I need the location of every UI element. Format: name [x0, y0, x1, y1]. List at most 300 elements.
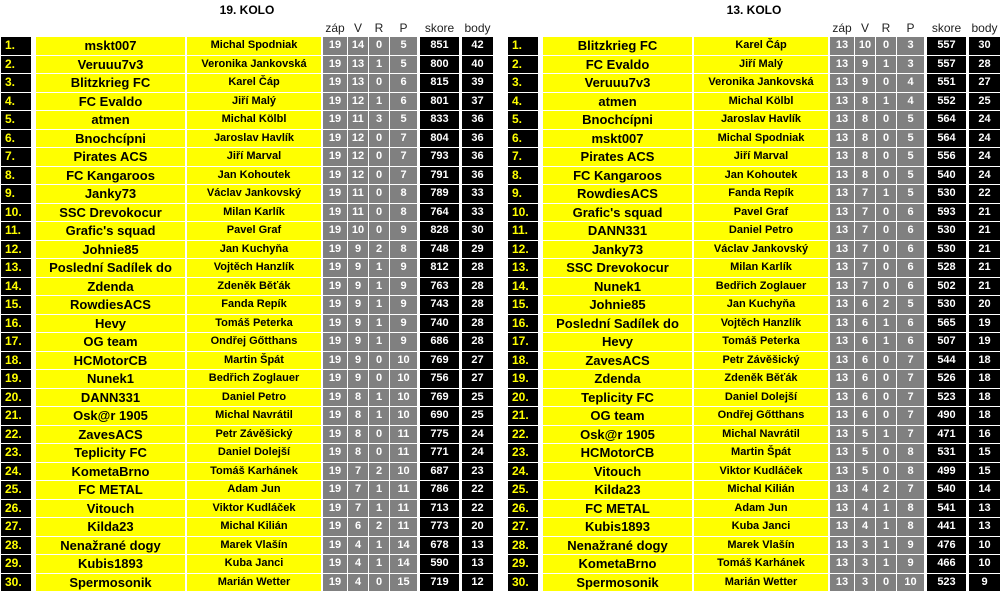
owner-name: Fanda Repík — [694, 185, 828, 203]
wins-cell: 6 — [348, 518, 368, 536]
score-cell: 769 — [420, 389, 459, 407]
played-cell: 13 — [830, 93, 854, 111]
rank-cell: 2. — [1, 56, 31, 74]
wins-cell: 4 — [855, 481, 875, 499]
losses-cell: 11 — [390, 426, 417, 444]
points-cell: 13 — [462, 537, 493, 555]
played-cell: 13 — [830, 148, 854, 166]
table-row — [508, 37, 1000, 56]
wins-cell: 4 — [348, 537, 368, 555]
team-name: Zdenda — [543, 370, 692, 388]
draws-cell: 0 — [876, 389, 896, 407]
team-name: FC Kangaroos — [543, 167, 692, 185]
team-name: Kubis1893 — [36, 555, 185, 573]
points-cell: 18 — [969, 370, 1000, 388]
table-row — [508, 130, 1000, 149]
rank-cell: 11. — [508, 222, 538, 240]
draws-cell: 0 — [876, 278, 896, 296]
team-name: Teplicity FC — [543, 389, 692, 407]
score-cell: 791 — [420, 167, 459, 185]
losses-cell: 7 — [897, 352, 924, 370]
table-row — [508, 407, 1000, 426]
played-cell: 19 — [323, 204, 347, 222]
wins-cell: 14 — [348, 37, 368, 55]
rank-cell: 26. — [1, 500, 31, 518]
losses-cell: 6 — [390, 74, 417, 92]
points-cell: 22 — [969, 185, 1000, 203]
rank-cell: 19. — [508, 370, 538, 388]
wins-cell: 6 — [855, 370, 875, 388]
losses-cell: 7 — [390, 167, 417, 185]
team-name: atmen — [543, 93, 692, 111]
score-cell: 523 — [927, 389, 966, 407]
played-cell: 19 — [323, 315, 347, 333]
losses-cell: 5 — [390, 37, 417, 55]
draws-cell: 1 — [876, 426, 896, 444]
draws-cell: 1 — [876, 315, 896, 333]
losses-cell: 9 — [390, 296, 417, 314]
wins-cell: 5 — [855, 463, 875, 481]
score-cell: 773 — [420, 518, 459, 536]
owner-name: Petr Závěšický — [694, 352, 828, 370]
rank-cell: 10. — [508, 204, 538, 222]
draws-cell: 1 — [369, 93, 389, 111]
team-name: Kilda23 — [36, 518, 185, 536]
team-name: mskt007 — [543, 130, 692, 148]
table-row — [508, 74, 1000, 93]
table-row — [508, 148, 1000, 167]
owner-name: Jiří Marval — [694, 148, 828, 166]
wins-cell: 4 — [855, 518, 875, 536]
owner-name: Jan Kuchyňa — [187, 241, 321, 259]
draws-cell: 0 — [876, 241, 896, 259]
wins-cell: 9 — [348, 352, 368, 370]
losses-cell: 7 — [390, 130, 417, 148]
team-name: ZavesACS — [36, 426, 185, 444]
played-cell: 19 — [323, 56, 347, 74]
draws-cell: 0 — [369, 426, 389, 444]
points-cell: 33 — [462, 185, 493, 203]
team-name: DANN331 — [36, 389, 185, 407]
rank-cell: 26. — [508, 500, 538, 518]
losses-cell: 9 — [390, 278, 417, 296]
points-cell: 18 — [969, 352, 1000, 370]
points-cell: 21 — [969, 222, 1000, 240]
draws-cell: 0 — [876, 222, 896, 240]
score-cell: 743 — [420, 296, 459, 314]
wins-cell: 5 — [855, 444, 875, 462]
losses-cell: 15 — [390, 574, 417, 592]
played-cell: 19 — [323, 463, 347, 481]
draws-cell: 1 — [876, 537, 896, 555]
owner-name: Viktor Kudláček — [187, 500, 321, 518]
score-cell: 800 — [420, 56, 459, 74]
owner-name: Jan Kohoutek — [187, 167, 321, 185]
draws-cell: 0 — [876, 111, 896, 129]
played-cell: 13 — [830, 222, 854, 240]
score-cell: 678 — [420, 537, 459, 555]
draws-cell: 0 — [369, 352, 389, 370]
team-name: HCMotorCB — [36, 352, 185, 370]
team-name: Vitouch — [543, 463, 692, 481]
score-cell: 828 — [420, 222, 459, 240]
score-cell: 687 — [420, 463, 459, 481]
owner-name: Ondřej Gőtthans — [187, 333, 321, 351]
standings-table-left — [1, 0, 493, 591]
table-row — [508, 555, 1000, 574]
points-cell: 39 — [462, 74, 493, 92]
wins-cell: 6 — [855, 333, 875, 351]
played-cell: 13 — [830, 352, 854, 370]
rank-cell: 12. — [508, 241, 538, 259]
score-cell: 686 — [420, 333, 459, 351]
losses-cell: 9 — [390, 259, 417, 277]
rank-cell: 1. — [1, 37, 31, 55]
team-name: Veruuu7v3 — [36, 56, 185, 74]
draws-cell: 2 — [369, 518, 389, 536]
wins-cell: 10 — [348, 222, 368, 240]
team-name: KometaBrno — [543, 555, 692, 573]
wins-cell: 6 — [855, 352, 875, 370]
losses-cell: 11 — [390, 518, 417, 536]
played-cell: 19 — [323, 333, 347, 351]
points-cell: 13 — [462, 555, 493, 573]
table-row — [1, 426, 493, 445]
draws-cell: 0 — [876, 407, 896, 425]
played-cell: 19 — [323, 518, 347, 536]
draws-cell: 1 — [369, 259, 389, 277]
played-cell: 13 — [830, 296, 854, 314]
draws-cell: 0 — [369, 130, 389, 148]
table-row — [508, 389, 1000, 408]
points-cell: 24 — [462, 444, 493, 462]
played-cell: 13 — [830, 500, 854, 518]
owner-name: Adam Jun — [694, 500, 828, 518]
played-cell: 19 — [323, 426, 347, 444]
table-row — [1, 315, 493, 334]
losses-cell: 5 — [897, 167, 924, 185]
score-cell: 775 — [420, 426, 459, 444]
team-name: Hevy — [543, 333, 692, 351]
score-cell: 771 — [420, 444, 459, 462]
rank-cell: 27. — [1, 518, 31, 536]
played-cell: 19 — [323, 407, 347, 425]
rank-cell: 22. — [1, 426, 31, 444]
table-row — [1, 444, 493, 463]
team-name: Nenažrané dogy — [36, 537, 185, 555]
points-cell: 21 — [969, 241, 1000, 259]
team-name: Bnochcípni — [543, 111, 692, 129]
points-cell: 12 — [462, 574, 493, 592]
losses-cell: 10 — [390, 407, 417, 425]
played-cell: 19 — [323, 130, 347, 148]
score-cell: 590 — [420, 555, 459, 573]
team-name: RowdiesACS — [543, 185, 692, 203]
team-name: RowdiesACS — [36, 296, 185, 314]
draws-cell: 1 — [369, 333, 389, 351]
played-cell: 19 — [323, 278, 347, 296]
wins-cell: 7 — [348, 463, 368, 481]
losses-cell: 7 — [390, 148, 417, 166]
draws-cell: 0 — [876, 444, 896, 462]
rank-cell: 7. — [508, 148, 538, 166]
score-cell: 815 — [420, 74, 459, 92]
played-cell: 19 — [323, 111, 347, 129]
losses-cell: 10 — [897, 574, 924, 592]
table-row — [1, 352, 493, 371]
wins-cell: 8 — [855, 130, 875, 148]
played-cell: 19 — [323, 37, 347, 55]
team-name: Zdenda — [36, 278, 185, 296]
score-cell: 528 — [927, 259, 966, 277]
team-name: Grafic's squad — [36, 222, 185, 240]
rank-cell: 16. — [508, 315, 538, 333]
team-name: Nenažrané dogy — [543, 537, 692, 555]
wins-cell: 9 — [348, 333, 368, 351]
losses-cell: 6 — [390, 93, 417, 111]
points-cell: 24 — [969, 148, 1000, 166]
score-cell: 556 — [927, 148, 966, 166]
draws-cell: 1 — [876, 185, 896, 203]
score-cell: 851 — [420, 37, 459, 55]
losses-cell: 5 — [897, 296, 924, 314]
losses-cell: 8 — [390, 185, 417, 203]
score-cell: 557 — [927, 56, 966, 74]
table-row — [508, 315, 1000, 334]
owner-name: Marek Vlašín — [187, 537, 321, 555]
owner-name: Martin Špát — [187, 352, 321, 370]
points-cell: 28 — [462, 278, 493, 296]
wins-cell: 4 — [855, 500, 875, 518]
rank-cell: 4. — [1, 93, 31, 111]
score-cell: 763 — [420, 278, 459, 296]
losses-cell: 7 — [897, 407, 924, 425]
wins-cell: 10 — [855, 37, 875, 55]
owner-name: Kuba Janci — [694, 518, 828, 536]
header-body: body — [969, 20, 1000, 36]
rank-cell: 17. — [1, 333, 31, 351]
wins-cell: 12 — [348, 93, 368, 111]
rank-cell: 16. — [1, 315, 31, 333]
draws-cell: 2 — [876, 481, 896, 499]
points-cell: 40 — [462, 56, 493, 74]
table-row — [1, 278, 493, 297]
header-v: V — [855, 20, 875, 36]
losses-cell: 3 — [897, 56, 924, 74]
team-name: Janky73 — [543, 241, 692, 259]
points-cell: 10 — [969, 555, 1000, 573]
wins-cell: 13 — [348, 74, 368, 92]
score-cell: 471 — [927, 426, 966, 444]
owner-name: Tomáš Karhánek — [694, 555, 828, 573]
owner-name: Michal Spodniak — [694, 130, 828, 148]
wins-cell: 6 — [855, 407, 875, 425]
wins-cell: 12 — [348, 167, 368, 185]
draws-cell: 1 — [369, 481, 389, 499]
score-cell: 786 — [420, 481, 459, 499]
draws-cell: 2 — [369, 241, 389, 259]
wins-cell: 3 — [855, 537, 875, 555]
played-cell: 19 — [323, 481, 347, 499]
losses-cell: 8 — [390, 241, 417, 259]
losses-cell: 10 — [390, 370, 417, 388]
played-cell: 19 — [323, 185, 347, 203]
team-name: Teplicity FC — [36, 444, 185, 462]
points-cell: 28 — [462, 259, 493, 277]
table-row — [508, 111, 1000, 130]
rank-cell: 8. — [1, 167, 31, 185]
losses-cell: 4 — [897, 93, 924, 111]
draws-cell: 0 — [876, 167, 896, 185]
table-row — [508, 426, 1000, 445]
rank-cell: 6. — [508, 130, 538, 148]
rank-cell: 22. — [508, 426, 538, 444]
draws-cell: 0 — [876, 37, 896, 55]
wins-cell: 11 — [348, 185, 368, 203]
wins-cell: 13 — [348, 56, 368, 74]
score-cell: 441 — [927, 518, 966, 536]
team-name: Osk@r 1905 — [543, 426, 692, 444]
owner-name: Martin Špát — [694, 444, 828, 462]
team-name: SSC Drevokocur — [36, 204, 185, 222]
owner-name: Michal Kölbl — [187, 111, 321, 129]
header-v: V — [348, 20, 368, 36]
table-row — [508, 574, 1000, 592]
draws-cell: 1 — [876, 93, 896, 111]
owner-name: Michal Kilián — [694, 481, 828, 499]
losses-cell: 5 — [897, 185, 924, 203]
played-cell: 13 — [830, 370, 854, 388]
points-cell: 24 — [462, 426, 493, 444]
owner-name: Pavel Graf — [187, 222, 321, 240]
wins-cell: 9 — [348, 278, 368, 296]
table-row — [1, 37, 493, 56]
played-cell: 19 — [323, 241, 347, 259]
team-name: FC Evaldo — [543, 56, 692, 74]
rank-cell: 1. — [508, 37, 538, 55]
played-cell: 13 — [830, 56, 854, 74]
team-name: SSC Drevokocur — [543, 259, 692, 277]
wins-cell: 7 — [855, 241, 875, 259]
owner-name: Jaroslav Havlík — [187, 130, 321, 148]
losses-cell: 3 — [897, 37, 924, 55]
losses-cell: 6 — [897, 259, 924, 277]
score-cell: 748 — [420, 241, 459, 259]
table-row — [1, 74, 493, 93]
draws-cell: 1 — [876, 518, 896, 536]
draws-cell: 0 — [369, 37, 389, 55]
team-name: HCMotorCB — [543, 444, 692, 462]
owner-name: Daniel Dolejší — [187, 444, 321, 462]
losses-cell: 6 — [897, 315, 924, 333]
points-cell: 23 — [462, 463, 493, 481]
points-cell: 15 — [969, 463, 1000, 481]
rank-cell: 17. — [508, 333, 538, 351]
wins-cell: 7 — [855, 185, 875, 203]
rank-cell: 18. — [508, 352, 538, 370]
points-cell: 22 — [462, 481, 493, 499]
header-zap: záp — [830, 20, 854, 36]
owner-name: Michal Kölbl — [694, 93, 828, 111]
score-cell: 557 — [927, 37, 966, 55]
team-name: Bnochcípni — [36, 130, 185, 148]
wins-cell: 6 — [855, 315, 875, 333]
points-cell: 36 — [462, 167, 493, 185]
losses-cell: 4 — [897, 74, 924, 92]
draws-cell: 1 — [369, 389, 389, 407]
score-cell: 544 — [927, 352, 966, 370]
points-cell: 25 — [462, 407, 493, 425]
rank-cell: 23. — [1, 444, 31, 462]
draws-cell: 1 — [369, 278, 389, 296]
losses-cell: 5 — [897, 148, 924, 166]
team-name: OG team — [36, 333, 185, 351]
points-cell: 29 — [462, 241, 493, 259]
draws-cell: 1 — [876, 56, 896, 74]
wins-cell: 7 — [348, 500, 368, 518]
owner-name: Tomáš Peterka — [694, 333, 828, 351]
played-cell: 13 — [830, 204, 854, 222]
points-cell: 14 — [969, 481, 1000, 499]
table-row — [1, 407, 493, 426]
points-cell: 20 — [969, 296, 1000, 314]
table-row — [508, 481, 1000, 500]
team-name: FC METAL — [543, 500, 692, 518]
rank-cell: 23. — [508, 444, 538, 462]
score-cell: 593 — [927, 204, 966, 222]
team-name: Kilda23 — [543, 481, 692, 499]
score-cell: 769 — [420, 352, 459, 370]
table-row — [508, 370, 1000, 389]
losses-cell: 9 — [390, 222, 417, 240]
rank-cell: 8. — [508, 167, 538, 185]
draws-cell: 0 — [876, 574, 896, 592]
played-cell: 13 — [830, 241, 854, 259]
table-row — [1, 537, 493, 556]
header-p: P — [897, 20, 924, 36]
played-cell: 13 — [830, 481, 854, 499]
losses-cell: 7 — [897, 370, 924, 388]
played-cell: 13 — [830, 574, 854, 592]
score-cell: 793 — [420, 148, 459, 166]
played-cell: 13 — [830, 315, 854, 333]
losses-cell: 5 — [390, 56, 417, 74]
played-cell: 13 — [830, 518, 854, 536]
draws-cell: 1 — [369, 315, 389, 333]
rank-cell: 19. — [1, 370, 31, 388]
losses-cell: 9 — [390, 315, 417, 333]
team-name: FC Kangaroos — [36, 167, 185, 185]
points-cell: 25 — [969, 93, 1000, 111]
draws-cell: 0 — [369, 185, 389, 203]
table-row — [1, 481, 493, 500]
points-cell: 18 — [969, 389, 1000, 407]
played-cell: 13 — [830, 333, 854, 351]
table-row — [1, 389, 493, 408]
played-cell: 13 — [830, 444, 854, 462]
score-cell: 540 — [927, 167, 966, 185]
team-name: Blitzkrieg FC — [36, 74, 185, 92]
wins-cell: 8 — [348, 407, 368, 425]
draws-cell: 0 — [876, 352, 896, 370]
score-cell: 564 — [927, 130, 966, 148]
draws-cell: 0 — [369, 167, 389, 185]
played-cell: 13 — [830, 167, 854, 185]
rank-cell: 14. — [1, 278, 31, 296]
wins-cell: 9 — [855, 74, 875, 92]
losses-cell: 14 — [390, 555, 417, 573]
losses-cell: 8 — [897, 444, 924, 462]
